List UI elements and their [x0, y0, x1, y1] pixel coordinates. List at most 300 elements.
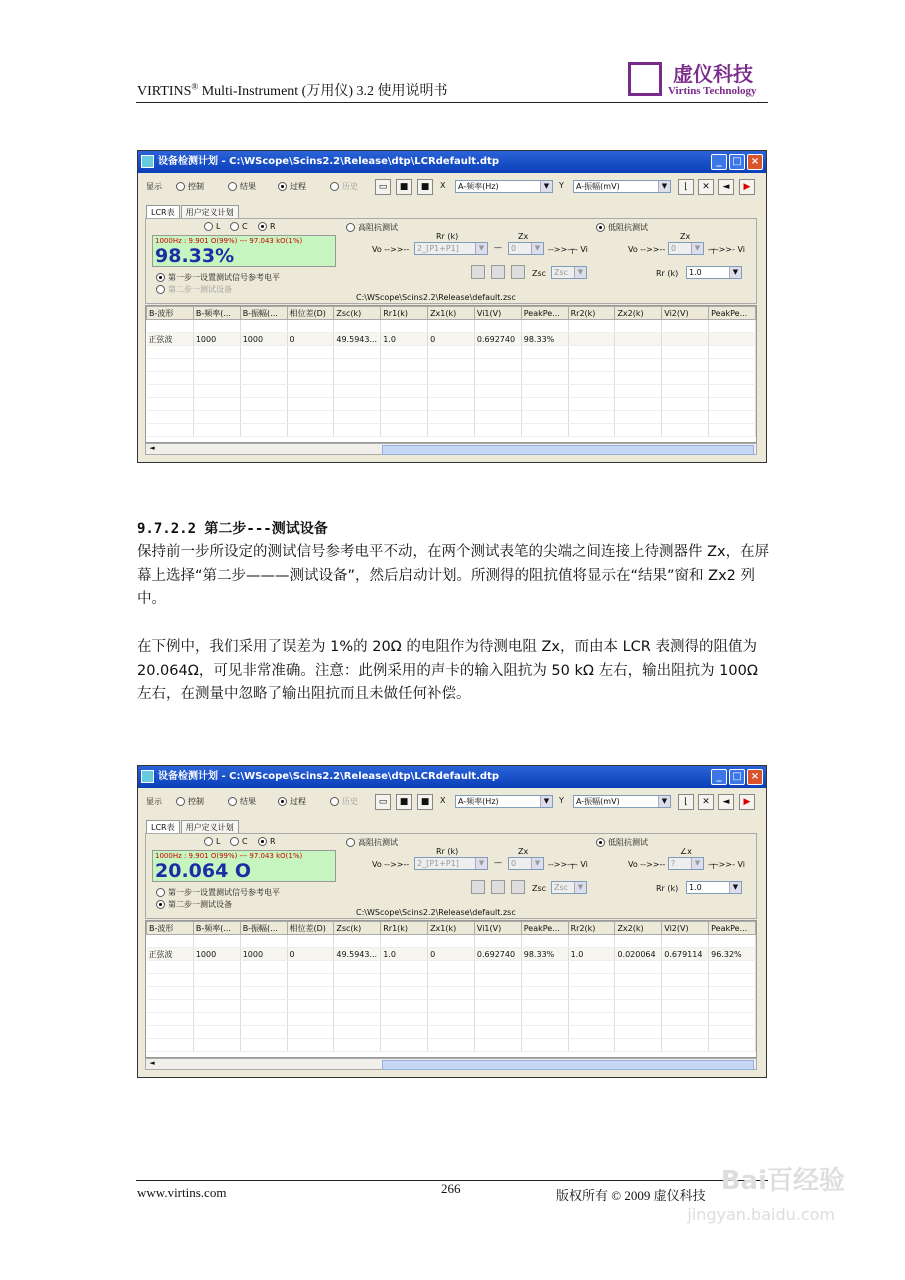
zsc-select[interactable]: Zsc ▼	[551, 266, 587, 279]
table-cell	[615, 1026, 662, 1039]
radio-high-impedance[interactable]: 高阻抗测试	[346, 222, 398, 233]
table-cell	[193, 424, 240, 437]
table-row	[147, 411, 756, 424]
table-cell	[287, 935, 334, 948]
radio-low-impedance[interactable]: 低阻抗测试	[596, 837, 648, 848]
table-cell	[334, 372, 381, 385]
column-header[interactable]: PeakPe...	[709, 307, 756, 320]
save-zsc-icon[interactable]	[491, 265, 505, 279]
close-button[interactable]: ×	[747, 154, 763, 170]
scroll-thumb[interactable]	[382, 1060, 754, 1070]
table-cell	[568, 333, 615, 346]
table-cell	[381, 1000, 428, 1013]
right-zx-label: Zx	[680, 232, 691, 241]
radio-step1[interactable]: 第一步一设置测试信号参考电平	[156, 272, 280, 283]
table-cell	[615, 333, 662, 346]
column-header[interactable]: Rr1(k)	[381, 307, 428, 320]
table-cell	[474, 987, 521, 1000]
table-cell	[568, 974, 615, 987]
table-cell	[615, 424, 662, 437]
play-icon[interactable]: ▶	[739, 179, 755, 195]
table-cell	[287, 346, 334, 359]
tab-user-plan[interactable]: 用户定义计划	[181, 820, 239, 834]
show-label: 显示	[146, 182, 162, 191]
table-cell	[240, 1039, 287, 1052]
maximize-button[interactable]: □	[729, 769, 745, 785]
table-cell	[193, 987, 240, 1000]
table-cell	[240, 385, 287, 398]
radio-r[interactable]: R	[258, 837, 276, 846]
load-zsc-icon[interactable]	[471, 880, 485, 894]
radio-l[interactable]: L	[204, 222, 220, 231]
x-axis-select[interactable]: A-频率(Hz) ▼	[455, 180, 553, 193]
radio-step1[interactable]: 第一步一设置测试信号参考电平	[156, 887, 280, 898]
tools-icon[interactable]: ✕	[698, 794, 714, 810]
column-header[interactable]: Vi1(V)	[474, 307, 521, 320]
table-cell	[193, 1013, 240, 1026]
zx-select[interactable]: 0 ▼	[508, 857, 544, 870]
table-cell: 0.692740	[474, 948, 521, 961]
zsc-file-path: C:\WScope\Scins2.2\Release\default.zsc	[356, 293, 516, 302]
table-cell	[568, 359, 615, 372]
table-row[interactable]	[147, 333, 756, 346]
column-header[interactable]: 相位差(D)	[287, 922, 334, 935]
table-cell	[334, 424, 381, 437]
saveas-zsc-icon[interactable]	[511, 880, 525, 894]
speaker-icon[interactable]: ◄	[718, 179, 734, 195]
table-cell	[474, 320, 521, 333]
save-as-icon[interactable]: ■	[417, 179, 433, 195]
zx-label: Zx	[518, 847, 529, 856]
radio-process[interactable]: 过程	[278, 181, 306, 192]
table-cell	[615, 1000, 662, 1013]
table-cell	[662, 372, 709, 385]
table-cell	[287, 987, 334, 1000]
table-cell	[428, 372, 475, 385]
table-cell	[521, 961, 568, 974]
axis-icon[interactable]: ⌊	[678, 794, 694, 810]
radio-control[interactable]: 控制	[176, 181, 204, 192]
column-header[interactable]: Zx2(k)	[615, 922, 662, 935]
radio-r[interactable]: R	[258, 222, 276, 231]
tab-lcr[interactable]: LCR表	[146, 205, 180, 219]
table-cell	[193, 398, 240, 411]
title-bar	[138, 151, 766, 173]
measurement-readout	[152, 235, 336, 267]
table-row	[147, 346, 756, 359]
table-cell	[240, 935, 287, 948]
table-cell	[428, 424, 475, 437]
rr-select[interactable]: 2_[P1+P1] ▼	[414, 857, 488, 870]
radio-c[interactable]: C	[230, 222, 248, 231]
dash: —	[494, 858, 502, 867]
table-cell	[709, 346, 756, 359]
table-cell	[287, 1039, 334, 1052]
table-cell	[428, 1039, 475, 1052]
table-cell	[334, 385, 381, 398]
saveas-zsc-icon[interactable]	[511, 265, 525, 279]
toolbar	[138, 175, 766, 197]
table-cell	[147, 398, 194, 411]
table-row	[147, 424, 756, 437]
horizontal-scrollbar[interactable]	[145, 1058, 757, 1070]
column-header[interactable]: 相位差(D)	[287, 307, 334, 320]
table-cell	[287, 372, 334, 385]
table-cell: 0	[428, 948, 475, 961]
table-cell	[662, 974, 709, 987]
rrk-label: Rr (k)	[656, 269, 679, 278]
table-cell	[287, 961, 334, 974]
table-cell	[428, 359, 475, 372]
table-cell: 0	[287, 948, 334, 961]
column-header[interactable]: Rr2(k)	[568, 307, 615, 320]
footer-copyright: 版权所有 © 2009 虚仪科技	[556, 1188, 706, 1203]
scroll-left-icon[interactable]: ◄	[149, 1059, 155, 1067]
column-header[interactable]: B-频率(...	[193, 307, 240, 320]
table-cell: 0.679114	[662, 948, 709, 961]
lcr-window-2	[137, 765, 767, 1078]
table-row	[147, 398, 756, 411]
table-cell	[709, 974, 756, 987]
show-label: 显示	[146, 797, 162, 806]
column-header[interactable]: B-频率(...	[193, 922, 240, 935]
table-row	[147, 1039, 756, 1052]
table-cell	[193, 974, 240, 987]
table-cell	[193, 359, 240, 372]
table-cell	[568, 935, 615, 948]
table-cell	[709, 987, 756, 1000]
y-axis-select[interactable]: A-振幅(mV) ▼	[573, 795, 671, 808]
maximize-button[interactable]: □	[729, 154, 745, 170]
table-cell	[147, 385, 194, 398]
table-cell	[381, 398, 428, 411]
x-axis-select[interactable]: A-频率(Hz) ▼	[455, 795, 553, 808]
table-cell	[709, 398, 756, 411]
minimize-button[interactable]: _	[711, 154, 727, 170]
table-cell	[287, 385, 334, 398]
table-cell	[381, 935, 428, 948]
lcr-window-1	[137, 150, 767, 463]
y-axis-label: Y	[559, 181, 564, 190]
column-header[interactable]: Rr1(k)	[381, 922, 428, 935]
table-cell	[240, 411, 287, 424]
table-cell	[240, 359, 287, 372]
table-cell	[428, 1000, 475, 1013]
radio-high-impedance[interactable]: 高阻抗测试	[346, 837, 398, 848]
zsc-label: Zsc	[532, 269, 547, 278]
table-cell: 1000	[240, 948, 287, 961]
title-bar	[138, 766, 766, 788]
table-cell	[709, 320, 756, 333]
radio-l[interactable]: L	[204, 837, 220, 846]
table-cell	[709, 1026, 756, 1039]
paragraph-1: 保持前一步所设定的测试信号参考电平不动，在两个测试表笔的尖端之间连接上待测器件 Zx，在屏幕上选择“第二步———测试设备”，然后启动计划。所测得的阻抗值将显示在“结果”窗和 Zx2 列中。	[137, 544, 770, 607]
radio-step2[interactable]: 第二步一测试设备	[156, 284, 232, 295]
table-cell	[147, 1039, 194, 1052]
radio-result[interactable]: 结果	[228, 796, 256, 807]
table-cell	[240, 320, 287, 333]
lcr-panel	[145, 833, 757, 919]
table-cell	[147, 372, 194, 385]
zx-select[interactable]: 0 ▼	[508, 242, 544, 255]
logo-mark-icon	[628, 62, 662, 96]
table-cell	[240, 961, 287, 974]
readout-value: 20.064 O	[155, 860, 252, 882]
table-cell	[615, 987, 662, 1000]
table-cell	[381, 359, 428, 372]
column-header[interactable]: B-振幅(...	[240, 922, 287, 935]
table-cell: 49.5943...	[334, 948, 381, 961]
column-header[interactable]: B-振幅(...	[240, 307, 287, 320]
table-cell	[240, 1000, 287, 1013]
open-folder-icon[interactable]: ▭	[375, 794, 391, 810]
table-cell: 正弦波	[147, 333, 194, 346]
table-cell	[334, 1000, 381, 1013]
table-cell	[709, 1039, 756, 1052]
column-header[interactable]: Zx2(k)	[615, 307, 662, 320]
table-cell	[615, 359, 662, 372]
table-cell: 1.0	[381, 948, 428, 961]
column-header[interactable]: Rr2(k)	[568, 922, 615, 935]
table-cell	[709, 385, 756, 398]
app-icon	[141, 155, 154, 168]
table-cell	[147, 359, 194, 372]
column-header[interactable]: PeakPe...	[521, 922, 568, 935]
table-cell: 0.692740	[474, 333, 521, 346]
table-cell	[474, 961, 521, 974]
table-cell	[521, 320, 568, 333]
lcr-panel	[145, 218, 757, 304]
save-icon[interactable]: ■	[396, 179, 412, 195]
table-cell	[568, 987, 615, 1000]
column-header[interactable]: Zx1(k)	[428, 922, 475, 935]
table-cell	[240, 987, 287, 1000]
radio-control[interactable]: 控制	[176, 796, 204, 807]
play-icon[interactable]: ▶	[739, 794, 755, 810]
table-cell	[709, 411, 756, 424]
table-cell	[334, 974, 381, 987]
table-cell	[521, 1013, 568, 1026]
column-header[interactable]: PeakPe...	[709, 922, 756, 935]
table-cell	[334, 987, 381, 1000]
table-cell	[662, 1013, 709, 1026]
logo-cn-text: 虚仪科技	[673, 62, 753, 86]
table-cell	[193, 385, 240, 398]
table-row	[147, 320, 756, 333]
table-cell	[147, 1000, 194, 1013]
table-cell	[334, 359, 381, 372]
speaker-icon[interactable]: ◄	[718, 794, 734, 810]
radio-history[interactable]: 历史	[330, 796, 358, 807]
minimize-button[interactable]: _	[711, 769, 727, 785]
table-cell	[662, 935, 709, 948]
tab-user-plan[interactable]: 用户定义计划	[181, 205, 239, 219]
table-cell	[474, 359, 521, 372]
table-cell: 49.5943...	[334, 333, 381, 346]
table-cell	[428, 974, 475, 987]
table-cell	[521, 398, 568, 411]
table-cell	[521, 1026, 568, 1039]
horizontal-scrollbar[interactable]	[145, 443, 757, 455]
table-cell	[334, 935, 381, 948]
table-row	[147, 974, 756, 987]
header-divider	[136, 102, 768, 103]
right-zx-label: ∠x	[680, 847, 692, 856]
table-cell	[381, 372, 428, 385]
window-title: 设备检测计划 - C:\WScope\Scins2.2\Release\dtp\LCRdefault.dtp	[158, 156, 499, 167]
column-header[interactable]: B-波形	[147, 307, 194, 320]
scroll-thumb[interactable]	[382, 445, 754, 455]
table-row	[147, 385, 756, 398]
table-cell	[334, 961, 381, 974]
radio-result[interactable]: 结果	[228, 181, 256, 192]
table-cell	[287, 411, 334, 424]
save-zsc-icon[interactable]	[491, 880, 505, 894]
section-heading: 9.7.2.2 第二步---测试设备	[137, 521, 328, 537]
radio-step2[interactable]: 第二步一测试设备	[156, 899, 232, 910]
table-cell	[381, 424, 428, 437]
table-cell	[287, 1026, 334, 1039]
scroll-left-icon[interactable]: ◄	[149, 444, 155, 452]
right-vo-label: Vo -->>--	[628, 245, 666, 254]
save-as-icon[interactable]: ■	[417, 794, 433, 810]
table-cell: 0.020064	[615, 948, 662, 961]
table-cell	[615, 320, 662, 333]
table-cell	[615, 411, 662, 424]
zx-label: Zx	[518, 232, 529, 241]
table-cell	[147, 424, 194, 437]
table-cell	[240, 346, 287, 359]
table-cell	[662, 1039, 709, 1052]
data-grid	[145, 305, 757, 443]
radio-low-impedance[interactable]: 低阻抗测试	[596, 222, 648, 233]
table-cell	[334, 1039, 381, 1052]
logo-en-text: Virtins Technology	[668, 85, 757, 97]
readout-detail: 1000Hz : 9.901 O(99%) --- 97.043 kO(1%)	[155, 852, 303, 860]
table-cell	[193, 1000, 240, 1013]
load-zsc-icon[interactable]	[471, 265, 485, 279]
page-number: 266	[441, 1181, 461, 1196]
table-cell	[428, 411, 475, 424]
axis-icon[interactable]: ⌊	[678, 179, 694, 195]
vi-arrow: -->>-┬- Vi	[548, 860, 588, 869]
right-zx-select[interactable]: 0 ▼	[668, 242, 704, 255]
column-header[interactable]: Zsc(k)	[334, 307, 381, 320]
table-cell	[662, 320, 709, 333]
table-cell	[193, 961, 240, 974]
table-cell	[568, 398, 615, 411]
table-cell	[240, 398, 287, 411]
table-cell	[240, 1026, 287, 1039]
table-cell: 0	[428, 333, 475, 346]
table-row[interactable]	[147, 948, 756, 961]
toolbar	[138, 790, 766, 812]
table-cell	[381, 320, 428, 333]
radio-c[interactable]: C	[230, 837, 248, 846]
tools-icon[interactable]: ✕	[698, 179, 714, 195]
table-cell	[474, 1000, 521, 1013]
zsc-select[interactable]: Zsc ▼	[551, 881, 587, 894]
table-cell	[615, 961, 662, 974]
table-cell	[521, 385, 568, 398]
column-header[interactable]: Vi2(V)	[662, 922, 709, 935]
table-cell	[474, 398, 521, 411]
right-vi-arrow: -┬->>- Vi	[708, 860, 745, 869]
close-button[interactable]: ×	[747, 769, 763, 785]
rrk-select[interactable]: 1.0 ▼	[686, 266, 742, 279]
y-axis-select[interactable]: A-振幅(mV) ▼	[573, 180, 671, 193]
x-axis-label: X	[440, 796, 446, 805]
save-icon[interactable]: ■	[396, 794, 412, 810]
rrk-label: Rr (k)	[656, 884, 679, 893]
table-cell: 0	[287, 333, 334, 346]
table-cell	[381, 987, 428, 1000]
table-cell	[662, 359, 709, 372]
table-row	[147, 372, 756, 385]
column-header[interactable]: Zx1(k)	[428, 307, 475, 320]
data-grid	[145, 920, 757, 1058]
table-cell	[474, 385, 521, 398]
column-header[interactable]: PeakPe...	[521, 307, 568, 320]
table-cell	[381, 346, 428, 359]
rrk-select[interactable]: 1.0 ▼	[686, 881, 742, 894]
table-cell	[662, 411, 709, 424]
table-cell	[662, 961, 709, 974]
table-cell	[147, 1026, 194, 1039]
radio-process[interactable]: 过程	[278, 796, 306, 807]
radio-history[interactable]: 历史	[330, 181, 358, 192]
right-zx-select[interactable]: ? ▼	[668, 857, 704, 870]
table-cell	[147, 346, 194, 359]
table-cell	[521, 411, 568, 424]
table-cell: 正弦波	[147, 948, 194, 961]
table-cell	[287, 398, 334, 411]
table-row	[147, 1000, 756, 1013]
tab-lcr[interactable]: LCR表	[146, 820, 180, 834]
table-cell	[521, 372, 568, 385]
column-header[interactable]: Vi2(V)	[662, 307, 709, 320]
table-cell	[615, 935, 662, 948]
table-row	[147, 935, 756, 948]
table-cell	[334, 320, 381, 333]
table-cell: 1000	[193, 333, 240, 346]
open-folder-icon[interactable]: ▭	[375, 179, 391, 195]
rr-select[interactable]: 2_[P1+P1] ▼	[414, 242, 488, 255]
app-icon	[141, 770, 154, 783]
column-header[interactable]: Zsc(k)	[334, 922, 381, 935]
table-cell	[568, 372, 615, 385]
vi-arrow: -->>-┬- Vi	[548, 245, 588, 254]
table-cell	[428, 987, 475, 1000]
table-cell	[474, 424, 521, 437]
table-cell	[193, 346, 240, 359]
table-cell	[709, 1000, 756, 1013]
column-header[interactable]: Vi1(V)	[474, 922, 521, 935]
table-cell: 1000	[240, 333, 287, 346]
table-cell	[193, 1026, 240, 1039]
x-axis-label: X	[440, 181, 446, 190]
table-cell	[428, 320, 475, 333]
table-cell	[193, 1039, 240, 1052]
table-cell	[662, 346, 709, 359]
table-cell	[521, 974, 568, 987]
table-cell	[240, 1013, 287, 1026]
column-header[interactable]: B-波形	[147, 922, 194, 935]
table-cell	[193, 411, 240, 424]
virtins-logo	[628, 60, 773, 100]
table-cell	[709, 935, 756, 948]
table-cell	[474, 1026, 521, 1039]
